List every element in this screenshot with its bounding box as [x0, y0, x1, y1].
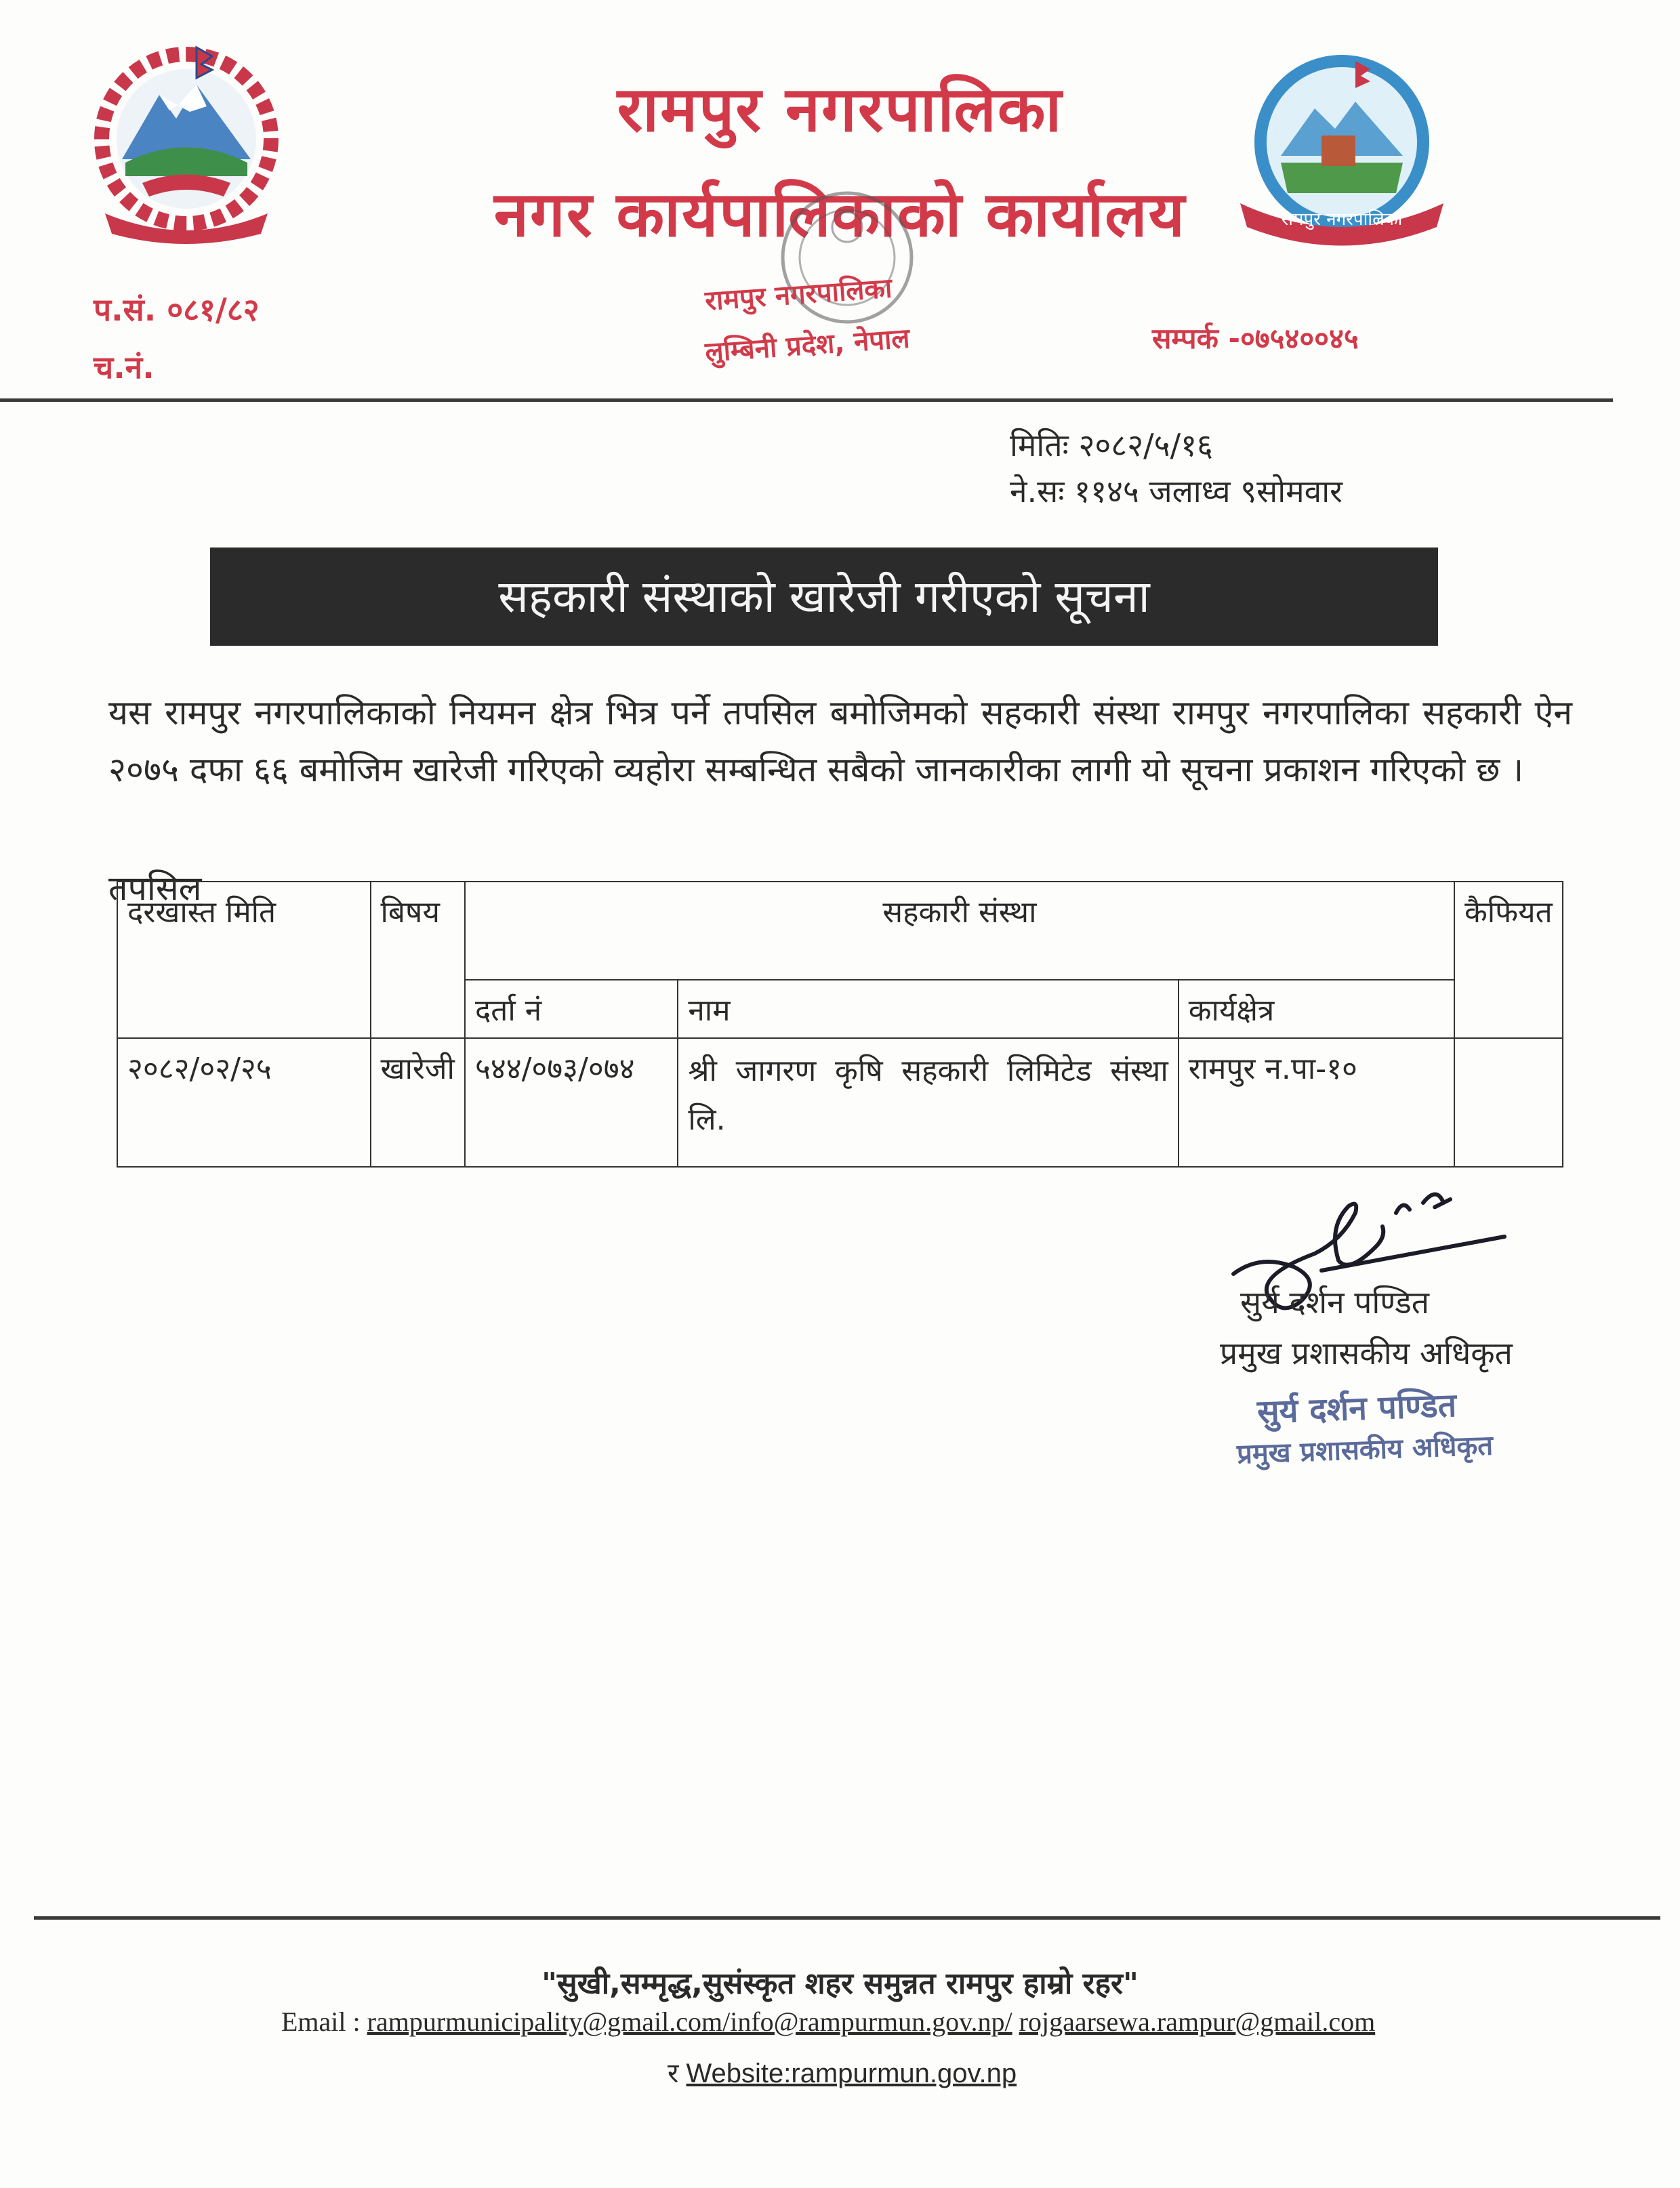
details-label: तपसिल: [108, 869, 202, 908]
header-application-date: दरखास्त मिति: [117, 882, 371, 1038]
date: मितिः २०८२/५/१६: [1010, 427, 1213, 463]
header-registration-no: दर्ता नं: [465, 980, 678, 1038]
row-application-date: २०८२/०२/२५: [117, 1038, 371, 1167]
row-subject: खारेजी: [371, 1038, 465, 1167]
footer-slogan: "सुखी,सम्मृद्ध,सुसंस्कृत शहर समुन्नत रामपुर हाम्रो रहर": [541, 1966, 1139, 2001]
email-label: Email :: [281, 2006, 367, 2037]
header-subject: बिषय: [371, 882, 465, 1038]
header-remarks: कैफियत: [1454, 882, 1563, 1038]
email-link-primary[interactable]: rampurmunicipality@gmail.com/info@rampurmun.gov.np/: [367, 2006, 1012, 2037]
office-title: नगर कार्यपालिकाको कार्यालय: [493, 178, 1187, 251]
stamp-signatory-title: प्रमुख प्रशासकीय अधिकृत: [1236, 1430, 1494, 1470]
row-work-area: रामपुर न.पा-१०: [1179, 1038, 1454, 1167]
footer-email: [281, 2006, 1375, 2038]
table-row: [117, 1038, 1563, 1167]
contact-number: सम्पर्क -०७५४००४५: [1152, 322, 1359, 355]
signatory-name: सुर्य दर्शन पण्डित: [1240, 1284, 1429, 1321]
stamp-text-municipality: रामपुर नगरपालिका: [703, 272, 893, 317]
municipality-title: रामपुर नगरपालिका: [617, 73, 1063, 146]
email-link-secondary[interactable]: rojgaarsewa.rampur@gmail.com: [1019, 2006, 1376, 2037]
footer-divider: [34, 1916, 1660, 1920]
row-remarks: [1454, 1038, 1563, 1167]
header-divider: [0, 398, 1613, 402]
cooperative-table: [117, 881, 1563, 1168]
header-cooperative: सहकारी संस्था: [465, 882, 1454, 980]
website-link[interactable]: Website:rampurmun.gov.np: [686, 2059, 1017, 2088]
signatory-title: प्रमुख प्रशासकीय अधिकृत: [1220, 1335, 1513, 1371]
municipality-logo-label: रामपुर नगरपालिका: [1281, 209, 1403, 230]
municipality-logo-icon: [1220, 47, 1464, 257]
notice-title: सहकारी संस्थाको खारेजी गरीएको सूचना: [210, 548, 1438, 646]
header-work-area: कार्यक्षेत्र: [1179, 980, 1454, 1038]
notice-paragraph: यस रामपुर नगरपालिकाको नियमन क्षेत्र भित्र पर्ने तपसिल बमोजिमको सहकारी संस्था रामपुर नगरपालिका सहकारी ऐन २०७५ दफा ६६ बमोजिम खारेजी गरिएको व्यहोरा सम्बन्धित सबैको जानकारीका लागी यो सूचना प्रकाशन गरिएको छ ।: [108, 693, 1572, 789]
stamp-signatory-name: सुर्य दर्शन पण्डित: [1256, 1386, 1457, 1432]
row-name: श्री जागरण कृषि सहकारी लिमिटेड संस्था लि.: [678, 1038, 1178, 1167]
header-name: नाम: [678, 980, 1178, 1038]
row-registration-no: ५४४/०७३/०७४: [465, 1038, 678, 1167]
nepal-sambat-date: ने.सः ११४५ जलाध्व ९सोमवार: [1010, 473, 1343, 510]
reference-number: प.सं. ०८१/८२: [94, 291, 260, 328]
stamp-text-province: लुम्बिनी प्रदेश, नेपाल: [703, 323, 911, 369]
dispatch-number: च.नं.: [94, 349, 155, 386]
table-header-row: [117, 882, 1563, 980]
footer-website: [668, 2053, 1017, 2090]
website-prefix: र: [668, 2059, 687, 2088]
